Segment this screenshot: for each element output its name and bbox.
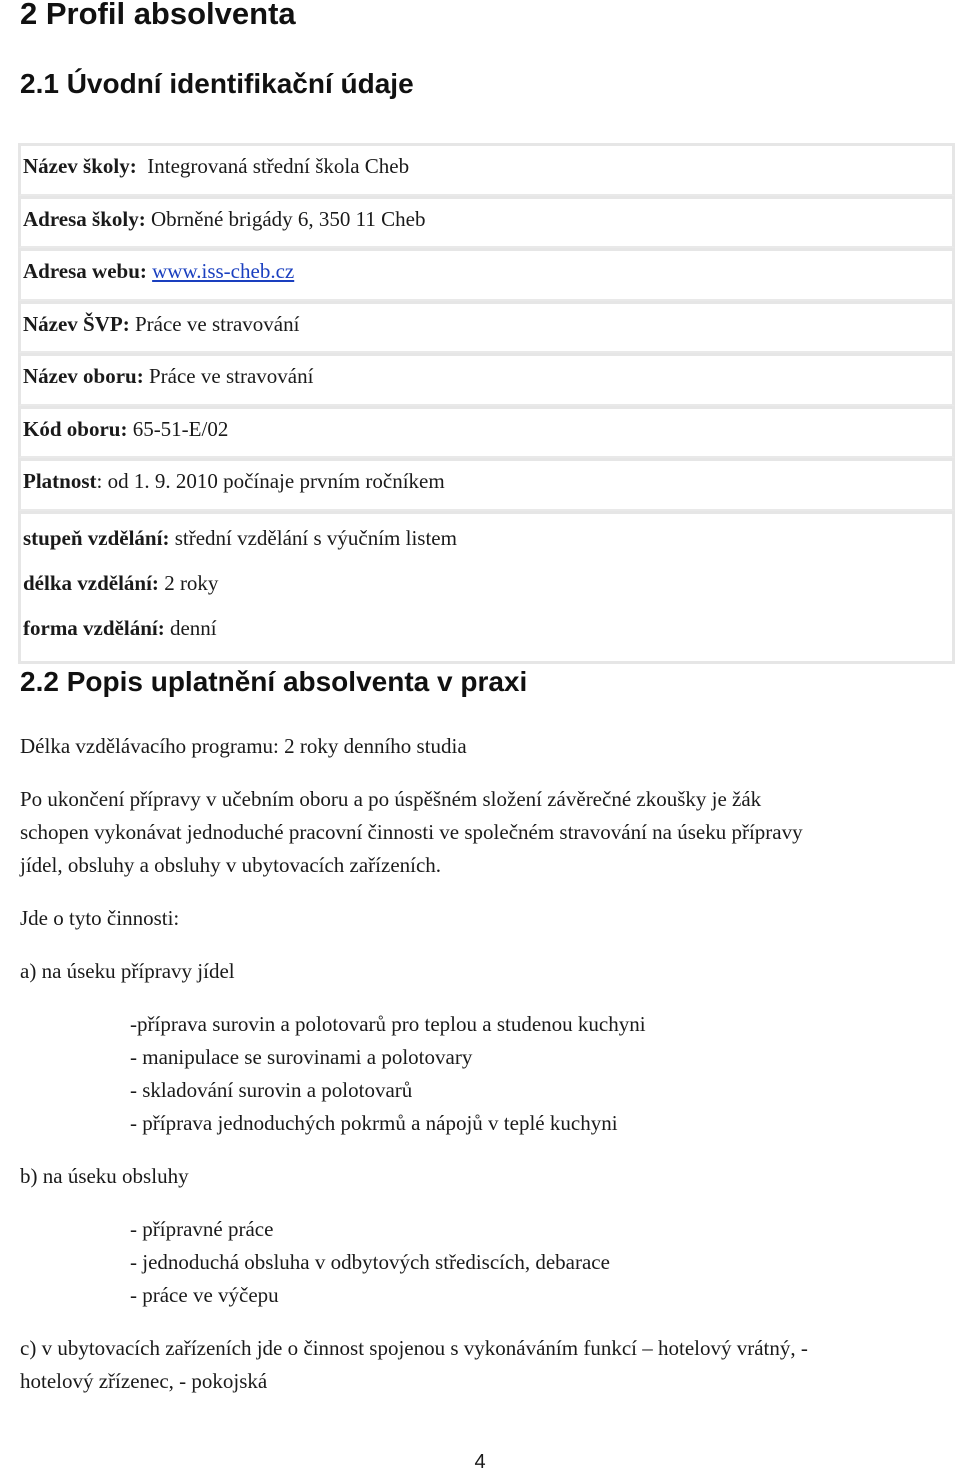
value: Obrněné brigády 6, 350 11 Cheb: [145, 206, 426, 231]
label: Název ŠVP:: [23, 311, 130, 336]
accommodation-line-1: c) v ubytovacích zařízeních jde o činnost spojenou s vykonáváním funkcí – hotelový vrátný, -: [20, 1336, 808, 1360]
value: 65-51-E/02: [127, 416, 229, 441]
value: střední vzdělání s výučním listem: [169, 525, 457, 550]
list-item: - práce ve výčepu: [130, 1283, 279, 1307]
program-length-paragraph: Délka vzdělávacího programu: 2 roky denního studia: [20, 734, 467, 758]
id-row-web-address: [18, 248, 955, 301]
label: Kód oboru:: [23, 416, 128, 441]
label: forma vzdělání:: [23, 615, 165, 640]
web-link[interactable]: www.iss-cheb.cz: [152, 259, 295, 283]
service-title: b) na úseku obsluhy: [20, 1164, 189, 1188]
accommodation-line-2: hotelový zřízenec, - pokojská: [20, 1369, 268, 1393]
value: : od 1. 9. 2010 počínaje prvním ročníkem: [96, 469, 445, 493]
id-row-school-name: [18, 143, 955, 196]
id-row-svp-name: [18, 301, 955, 354]
description-line-2: schopen vykonávat jednoduché pracovní činnosti ve společném stravování na úseku přípravy: [20, 820, 803, 844]
label: Adresa webu:: [23, 259, 147, 283]
label: stupeň vzdělání:: [23, 525, 170, 550]
label: délka vzdělání:: [23, 570, 159, 595]
food-prep-title: a) na úseku přípravy jídel: [20, 959, 235, 983]
list-item: - skladování surovin a polotovarů: [130, 1078, 413, 1102]
list-item: - manipulace se surovinami a polotovary: [130, 1045, 473, 1069]
education-form-line: [23, 616, 217, 640]
list-item: - jednoduchá obsluha v odbytových střediscích, debarace: [130, 1250, 610, 1274]
value: Práce ve stravování: [143, 364, 314, 388]
id-row-field-code: [18, 406, 955, 459]
label: Platnost: [23, 469, 97, 493]
label: Název školy:: [23, 154, 137, 178]
education-level-line: [23, 526, 457, 550]
list-item: - přípravné práce: [130, 1217, 274, 1241]
page-number: 4: [474, 1451, 486, 1473]
id-row-education: [18, 511, 955, 664]
id-row-school-address: [18, 196, 955, 249]
value: denní: [164, 615, 217, 640]
section-heading-graduate-practice: 2.2 Popis uplatnění absolventa v praxi: [20, 666, 528, 697]
value: Práce ve stravování: [129, 311, 300, 336]
description-line-1: Po ukončení přípravy v učebním oboru a po úspěšném složení závěrečné zkoušky je žák: [20, 787, 762, 811]
label: Název oboru:: [23, 364, 144, 388]
value: Integrovaná střední škola Cheb: [136, 154, 410, 178]
list-item: -příprava surovin a polotovarů pro teplou a studenou kuchyni: [130, 1012, 646, 1036]
label: Adresa školy:: [23, 206, 146, 231]
identification-table: [18, 143, 955, 664]
education-length-line: [23, 571, 218, 595]
chapter-heading: 2 Profil absolventa: [20, 0, 296, 31]
value: 2 roky: [158, 570, 219, 595]
description-line-3: jídel, obsluhy a obsluhy v ubytovacích zařízeních.: [20, 853, 442, 877]
id-row-validity: [18, 458, 955, 511]
section-heading-identification: 2.1 Úvodní identifikační údaje: [20, 68, 414, 99]
activities-intro: Jde o tyto činnosti:: [20, 906, 180, 930]
id-row-field-name: [18, 353, 955, 406]
list-item: - příprava jednoduchých pokrmů a nápojů v teplé kuchyni: [130, 1111, 618, 1135]
